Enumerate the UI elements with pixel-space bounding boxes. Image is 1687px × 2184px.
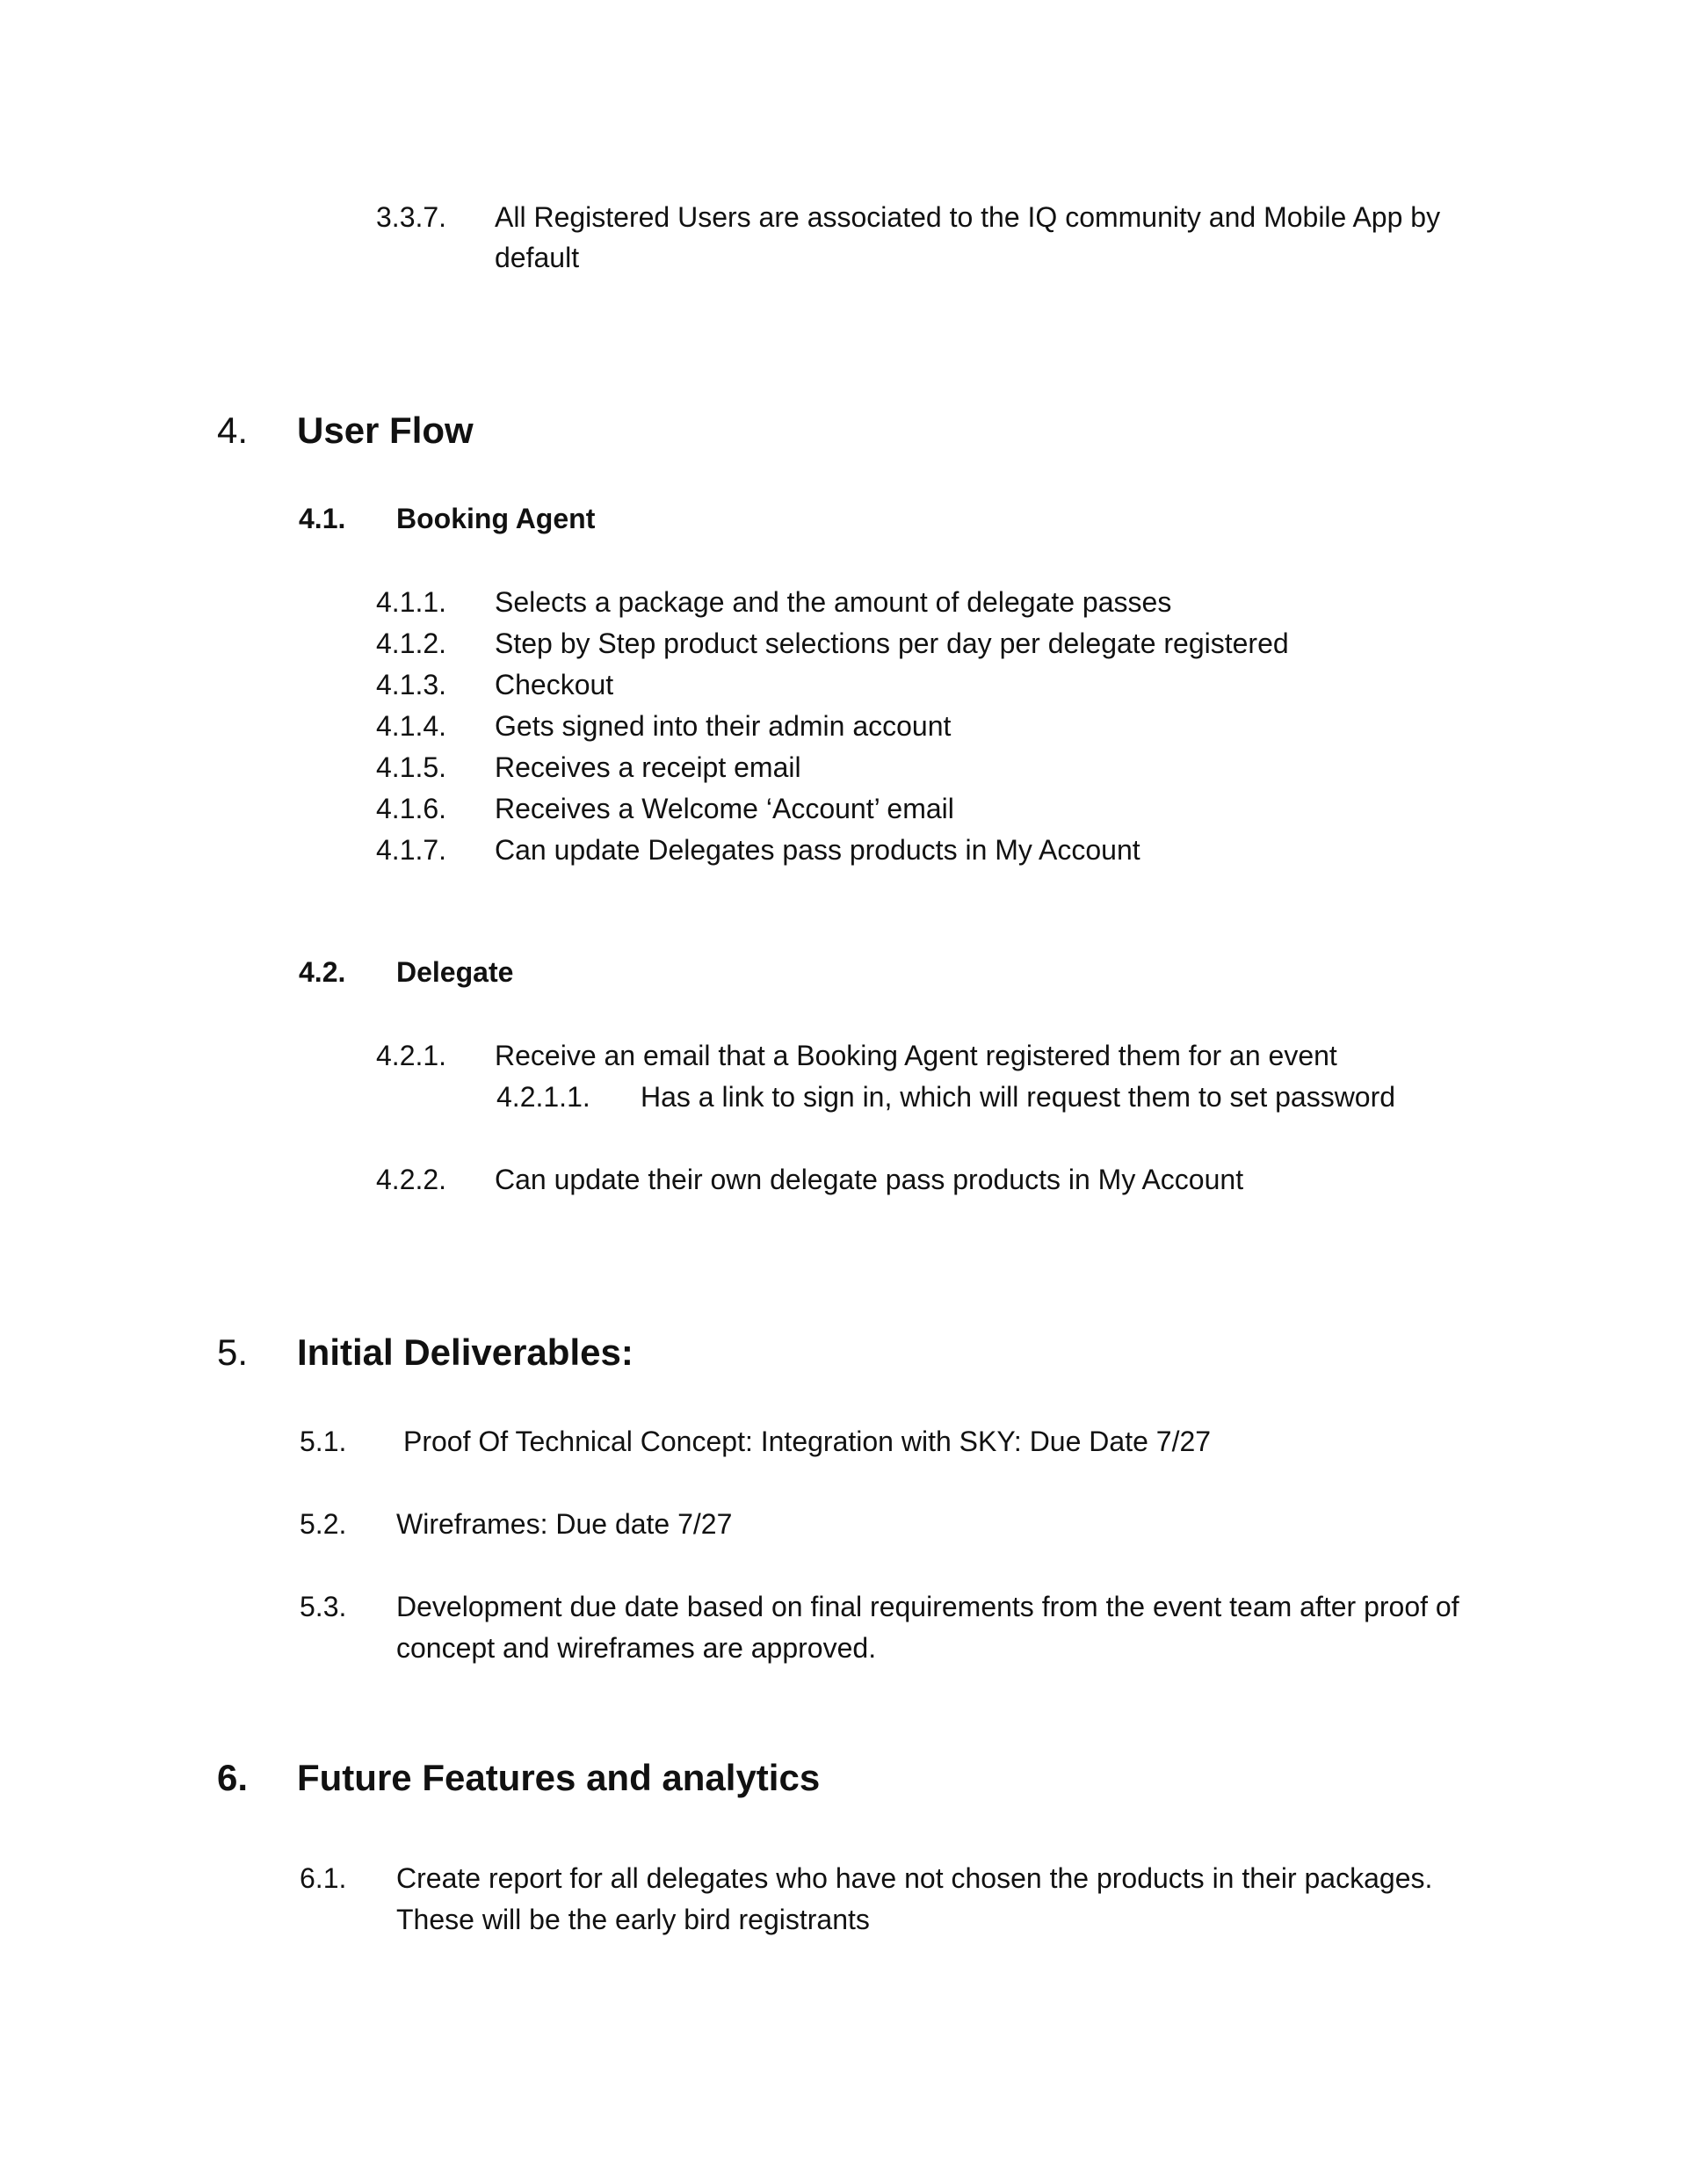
subsection-number-4-1: 4.1.: [299, 503, 346, 534]
item-number-4-2-1: 4.2.1.: [376, 1040, 447, 1071]
list-item-text: Selects a package and the amount of delegate passes: [495, 586, 1172, 618]
list-item-text: Gets signed into their admin account: [495, 710, 952, 742]
item-number-5-2: 5.2.: [300, 1508, 347, 1540]
section-number-4: 4.: [217, 410, 249, 451]
item-text-4-2-2: Can update their own delegate pass products in My Account: [495, 1164, 1244, 1195]
item-text-5-3-line2: concept and wireframes are approved.: [396, 1632, 877, 1664]
item-text-4-2-1-1: Has a link to sign in, which will request them to set password: [641, 1081, 1396, 1113]
item-text-5-2: Wireframes: Due date 7/27: [396, 1508, 733, 1540]
list-item-text: Can update Delegates pass products in My Account: [495, 834, 1140, 866]
item-text-4-2-1: Receive an email that a Booking Agent registered them for an event: [495, 1040, 1337, 1071]
list-item-text: Receives a receipt email: [495, 751, 801, 783]
list-item-number: 4.1.5.: [376, 751, 447, 783]
item-text-3-3-7-line1: All Registered Users are associated to the IQ community and Mobile App by: [495, 201, 1441, 233]
section-heading-user-flow: User Flow: [297, 410, 474, 451]
list-item-text: Receives a Welcome ‘Account’ email: [495, 793, 954, 824]
list-item-number: 4.1.1.: [376, 586, 447, 618]
list-item-number: 4.1.3.: [376, 669, 447, 700]
item-text-6-1-line2: These will be the early bird registrants: [396, 1904, 870, 1935]
list-item-number: 4.1.2.: [376, 628, 447, 659]
section-heading-future-features: Future Features and analytics: [297, 1757, 821, 1798]
item-number-4-2-2: 4.2.2.: [376, 1164, 447, 1195]
item-text-6-1-line1: Create report for all delegates who have not chosen the products in their packages.: [396, 1862, 1433, 1894]
item-number-3-3-7: 3.3.7.: [376, 201, 447, 233]
section-number-5: 5.: [217, 1331, 249, 1373]
subsection-heading-booking-agent: Booking Agent: [396, 503, 596, 534]
subsection-number-4-2: 4.2.: [299, 956, 346, 988]
item-text-5-1: Proof Of Technical Concept: Integration with SKY: Due Date 7/27: [403, 1426, 1212, 1457]
item-number-4-2-1-1: 4.2.1.1.: [496, 1081, 590, 1113]
item-number-5-3: 5.3.: [300, 1591, 347, 1622]
list-item-number: 4.1.4.: [376, 710, 447, 742]
list-item-number: 4.1.6.: [376, 793, 447, 824]
list-item-text: Checkout: [495, 669, 614, 700]
section-heading-initial-deliverables: Initial Deliverables:: [297, 1331, 634, 1373]
list-item-number: 4.1.7.: [376, 834, 447, 866]
item-number-6-1: 6.1.: [300, 1862, 347, 1894]
item-text-3-3-7-line2: default: [495, 242, 580, 273]
subsection-heading-delegate: Delegate: [396, 956, 514, 988]
item-number-5-1: 5.1.: [300, 1426, 347, 1457]
list-item-text: Step by Step product selections per day per delegate registered: [495, 628, 1289, 659]
item-text-5-3-line1: Development due date based on final requirements from the event team after proof of: [396, 1591, 1459, 1622]
section-number-6: 6.: [217, 1757, 249, 1798]
